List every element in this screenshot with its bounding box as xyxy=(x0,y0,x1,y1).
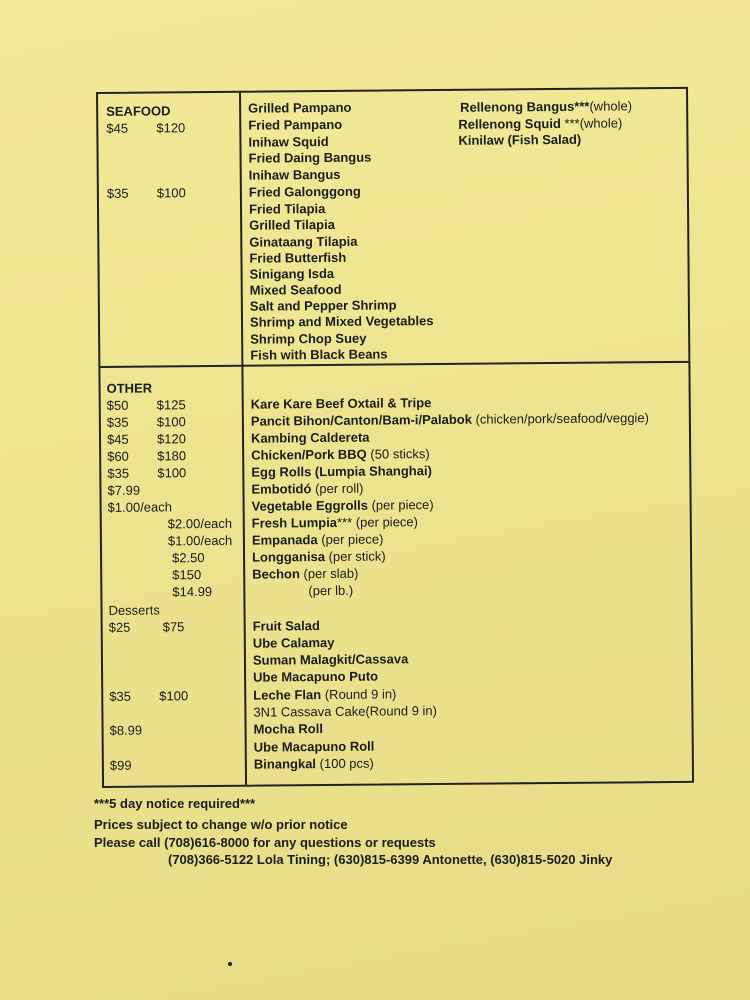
other-price: $35 xyxy=(106,414,129,430)
desserts-heading: Desserts xyxy=(108,602,160,618)
seafood-item: Inihaw Bangus xyxy=(248,166,341,183)
dessert-item: Binangkal (100 pcs) xyxy=(253,755,374,772)
other-item: Bechon (per slab) xyxy=(252,565,359,582)
other-price: $125 xyxy=(156,397,186,413)
other-price: $2.00/each xyxy=(167,515,233,532)
contacts-text: (708)366-5122 Lola Tining; (630)815-6399 Antonette, (630)815-5020 Jinky xyxy=(168,852,613,867)
dessert-price: $8.99 xyxy=(109,722,143,738)
other-item: Kare Kare Beef Oxtail & Tripe xyxy=(250,395,432,412)
column-divider xyxy=(239,93,247,785)
seafood-item: Grilled Tilapia xyxy=(249,216,335,233)
other-item: Empanada (per piece) xyxy=(251,531,384,548)
other-price: $1.00/each xyxy=(167,532,233,549)
other-item: Fresh Lumpia*** (per piece) xyxy=(251,514,419,531)
other-item: Pancit Bihon/Canton/Bam-i/Palabok (chicken/pork/seafood/veggie) xyxy=(250,410,650,429)
dessert-price: $99 xyxy=(109,757,132,773)
dessert-price: $75 xyxy=(162,619,185,635)
dessert-item: Leche Flan (Round 9 in) xyxy=(253,686,397,703)
seafood-item: Shrimp Chop Suey xyxy=(250,330,367,347)
dessert-item: 3N1 Cassava Cake(Round 9 in) xyxy=(253,703,438,720)
dessert-item: Mocha Roll xyxy=(253,721,323,737)
other-heading: OTHER xyxy=(106,380,153,396)
seafood-item: Fried Pampano xyxy=(248,116,343,133)
dessert-item: Suman Malagkit/Cassava xyxy=(252,651,409,668)
seafood-item: Fried Daing Bangus xyxy=(248,149,372,166)
other-price: $1.00/each xyxy=(107,499,173,515)
dessert-item: Ube Macapuno Roll xyxy=(253,738,375,755)
other-price: $45 xyxy=(106,431,129,447)
call-text: Please call (708)616-8000 for any questions or requests xyxy=(94,835,436,850)
seafood-special: Rellenong Bangus***(whole) xyxy=(460,98,633,115)
other-price: $50 xyxy=(106,397,129,413)
dessert-price: $35 xyxy=(109,688,132,704)
dessert-item: Fruit Salad xyxy=(252,618,320,634)
seafood-item: Fried Tilapia xyxy=(248,201,326,217)
seafood-price-large: $100 xyxy=(156,185,186,201)
other-item-note: (per lb.) xyxy=(308,582,354,599)
disclaimer-text: Prices subject to change w/o prior notice xyxy=(94,817,348,832)
other-item: Vegetable Eggrolls (per piece) xyxy=(251,497,434,514)
other-price: $150 xyxy=(172,567,202,583)
other-price: $35 xyxy=(107,465,130,481)
section-divider xyxy=(100,361,688,368)
dessert-item: Ube Macapuno Puto xyxy=(253,668,379,685)
other-item: Egg Rolls (Lumpia Shanghai) xyxy=(251,463,432,480)
seafood-special: Kinilaw (Fish Salad) xyxy=(458,131,582,148)
seafood-item: Grilled Pampano xyxy=(248,99,352,116)
dessert-price: $100 xyxy=(159,688,189,704)
seafood-price-large: $120 xyxy=(156,120,186,136)
seafood-item: Inihaw Squid xyxy=(248,133,329,150)
seafood-item: Salt and Pepper Shrimp xyxy=(249,297,397,314)
seafood-item: Fried Galonggong xyxy=(248,183,361,200)
seafood-special: Rellenong Squid ***(whole) xyxy=(458,115,623,132)
dessert-item: Ube Calamay xyxy=(252,634,335,651)
other-price: $60 xyxy=(107,448,129,464)
other-price: $100 xyxy=(157,465,187,481)
other-price: $180 xyxy=(157,448,187,464)
seafood-item: Shrimp and Mixed Vegetables xyxy=(249,313,434,330)
seafood-item: Ginataang Tilapia xyxy=(249,233,358,250)
other-price: $14.99 xyxy=(172,584,213,600)
other-item: Embotidó (per roll) xyxy=(251,480,364,497)
seafood-heading: SEAFOOD xyxy=(106,103,171,119)
other-price: $7.99 xyxy=(107,482,141,498)
paper-speck xyxy=(228,962,232,966)
other-item: Chicken/Pork BBQ (50 sticks) xyxy=(251,446,430,463)
other-price: $100 xyxy=(156,414,186,430)
seafood-item: Fish with Black Beans xyxy=(250,346,388,363)
notice-text: ***5 day notice required*** xyxy=(94,796,256,811)
seafood-item: Fried Butterfish xyxy=(249,249,347,266)
dessert-price: $25 xyxy=(108,619,131,635)
seafood-price-small: $35 xyxy=(106,185,129,201)
other-price: $2.50 xyxy=(172,550,205,566)
other-price: $120 xyxy=(156,431,187,447)
menu-table xyxy=(96,87,694,788)
seafood-price-small: $45 xyxy=(106,120,129,136)
seafood-item: Sinigang Isda xyxy=(249,265,335,282)
other-item: Kambing Caldereta xyxy=(250,429,370,446)
seafood-item: Mixed Seafood xyxy=(249,281,342,298)
other-item: Longganisa (per stick) xyxy=(251,548,386,565)
